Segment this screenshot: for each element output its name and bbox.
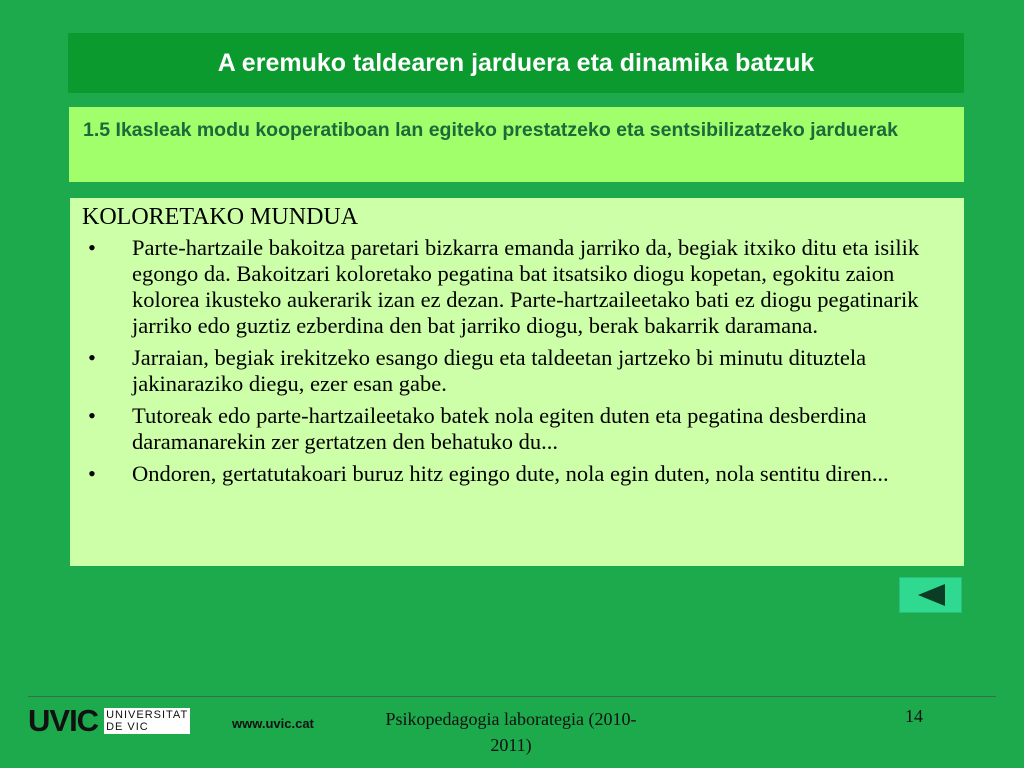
slide-title (68, 33, 964, 93)
bullet-text: Tutoreak edo parte-hartzaileetako batek nola egiten duten eta pegatina desberdina daramanarekin zer gertatzen den behatuko du... (132, 403, 867, 454)
course-name: Psikopedagogia laborategia (2010-2011) (385, 709, 637, 755)
logo-line-1: UNIVERSITAT (106, 709, 189, 721)
bullet-text: Jarraian, begiak irekitzeko esango diegu eta taldeetan jartzeko bi minutu dituztela jakinaraziko diegu, ezer esan gabe. (132, 345, 867, 396)
bullet-item (82, 345, 950, 397)
bullet-text: Ondoren, gertatutakoari buruz hitz egingo dute, nola egin duten, nola sentitu diren... (132, 461, 889, 486)
bullet-dot: • (88, 345, 96, 370)
footer-divider (28, 696, 996, 697)
subtitle-box (69, 107, 964, 182)
bullet-text: Parte-hartzaile bakoitza paretari bizkarra emanda jarriko da, begiak itxiko ditu eta isilik egongo da. Bakoitzari koloretako pegatina bat itsatsiko diogu kopetan, egokitu zaion kolorea ikusteko aukerarik izan ez dezan. Parte-hartzaileetako bati ez diogu pegatinarik jarriko edo guztiz ezberdina den bat jarriko diogu, berak bakarrik daramana. (132, 235, 920, 338)
logo-line-2: DE VIC (106, 721, 149, 733)
bullet-dot: • (88, 235, 96, 260)
page-number: 14 (905, 706, 923, 726)
content-heading: KOLORETAKO MUNDUA (82, 204, 359, 230)
bullet-item (82, 461, 950, 487)
website-link[interactable]: www.uvic.cat (232, 716, 314, 731)
content-box (70, 198, 964, 566)
logo-mark: UVIC (28, 703, 99, 738)
bullet-item (82, 403, 950, 455)
triangle-left-icon (915, 583, 947, 607)
logo-words (104, 708, 190, 734)
subtitle-text: 1.5 Ikasleak modu kooperatiboan lan egiteko prestatzeko eta sentsibilizatzeko jarduerak (83, 119, 898, 141)
bullet-dot: • (88, 403, 96, 428)
slide-title-text: A eremuko taldearen jarduera eta dinamika batzuk (217, 48, 815, 77)
back-button[interactable] (899, 577, 962, 613)
bullet-dot: • (88, 461, 96, 486)
bullet-item (82, 235, 950, 339)
uvic-logo (28, 703, 214, 738)
bullet-list (82, 235, 950, 487)
